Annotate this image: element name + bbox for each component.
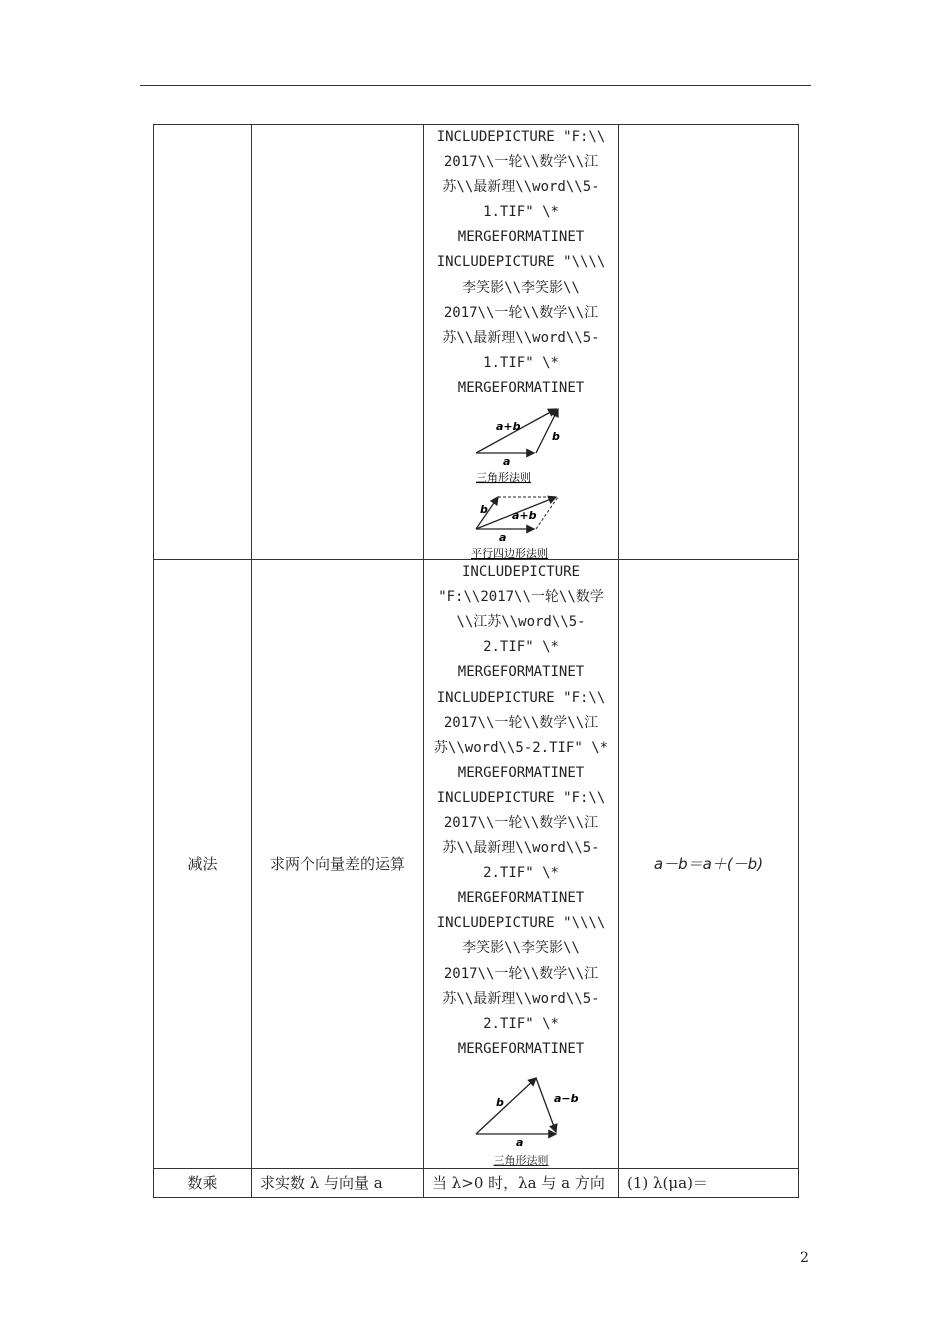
field-line: MERGEFORMATINET [457, 764, 585, 781]
cell-add-definition [252, 125, 424, 560]
table-row-subtraction [154, 560, 799, 1169]
label-sum: a+b [512, 509, 537, 523]
field-line: 苏\\最新理\\word\\5- [442, 840, 600, 857]
cell-sub-definition: 求两个向量差的运算 [252, 560, 424, 1169]
field-line: 2017\\一轮\\数学\\江 [443, 814, 599, 831]
cell-sub-law [619, 560, 799, 1169]
field-line: 苏\\word\\5-2.TIF" \* [433, 739, 609, 756]
cell-add-figure [424, 125, 619, 560]
vector-b-arrow [476, 1078, 536, 1134]
table-row-addition [154, 125, 799, 560]
field-line: 2.TIF" \* [483, 639, 559, 656]
field-line: INCLUDEPICTURE "\\\\ [436, 915, 606, 932]
field-line: 2017\\一轮\\数学\\江 [443, 304, 599, 321]
cell-mul-name: 数乘 [154, 1168, 252, 1197]
header-rule [140, 85, 811, 86]
field-line: INCLUDEPICTURE "F:\\ [436, 789, 606, 806]
label-b: b [496, 1095, 504, 1109]
dashed-side [536, 497, 558, 529]
field-code-sub [424, 560, 618, 1062]
field-line: MERGEFORMATINET [457, 664, 585, 681]
cell-add-law [619, 125, 799, 560]
field-line: \\江苏\\word\\5- [456, 614, 586, 631]
table-row-scalar-multiplication [154, 1168, 799, 1197]
label-a: a [516, 1135, 524, 1149]
label-b: b [552, 430, 560, 444]
field-line: MERGEFORMATINET [457, 1040, 585, 1057]
field-line: INCLUDEPICTURE "F:\\ [436, 129, 606, 145]
field-line: INCLUDEPICTURE "\\\\ [436, 254, 606, 271]
cell-mul-definition: 求实数 λ 与向量 a [252, 1168, 424, 1197]
field-line: 苏\\最新理\\word\\5- [442, 329, 600, 346]
figure-caption: 三角形法则 [493, 1153, 549, 1167]
vector-operations-table [153, 124, 799, 1198]
subtraction-law: a－b＝a＋(－b) [653, 855, 764, 874]
field-line: MERGEFORMATINET [457, 229, 585, 246]
field-line: 苏\\最新理\\word\\5- [442, 990, 600, 1007]
figure-caption: 三角形法则 [476, 471, 531, 485]
field-line: INCLUDEPICTURE [461, 564, 580, 581]
field-line: INCLUDEPICTURE "F:\\ [436, 689, 606, 706]
field-line: 李笑影\\李笑影\\ [462, 279, 580, 296]
cell-mul-rule: 当 λ>0 时，λa 与 a 方向 [424, 1168, 619, 1197]
vector-diff-arrow [536, 1078, 556, 1132]
field-line: 苏\\最新理\\word\\5- [442, 179, 600, 196]
parallelogram-rule-figure [466, 485, 576, 559]
field-code-add [424, 125, 618, 401]
label-sum: a+b [496, 420, 521, 434]
cell-mul-law: (1) λ(μa)＝ [619, 1168, 799, 1197]
triangle-rule-addition-figure [466, 401, 576, 485]
field-line: 李笑影\\李笑影\\ [462, 940, 580, 957]
field-line: 2017\\一轮\\数学\\江 [443, 965, 599, 982]
cell-add-name [154, 125, 252, 560]
triangle-rule-subtraction-figure [466, 1072, 579, 1156]
field-line: 2.TIF" \* [483, 1015, 559, 1032]
cell-sub-figure [424, 560, 619, 1169]
field-line: 1.TIF" \* [483, 204, 559, 221]
field-line: 1.TIF" \* [483, 354, 559, 371]
field-line: 2017\\一轮\\数学\\江 [443, 154, 599, 171]
page-number: 2 [800, 1250, 809, 1266]
field-line: "F:\\2017\\一轮\\数学 [438, 589, 604, 606]
field-line: MERGEFORMATINET [457, 890, 585, 907]
label-a: a [503, 455, 511, 469]
cell-sub-name: 减法 [154, 560, 252, 1169]
field-line: 2.TIF" \* [483, 865, 559, 882]
field-line: MERGEFORMATINET [457, 379, 585, 396]
label-a: a [499, 531, 507, 545]
field-line: 2017\\一轮\\数学\\江 [443, 714, 599, 731]
figure-caption: 平行四边形法则 [471, 547, 548, 561]
label-diff: a−b [554, 1091, 579, 1105]
label-b: b [480, 503, 488, 517]
